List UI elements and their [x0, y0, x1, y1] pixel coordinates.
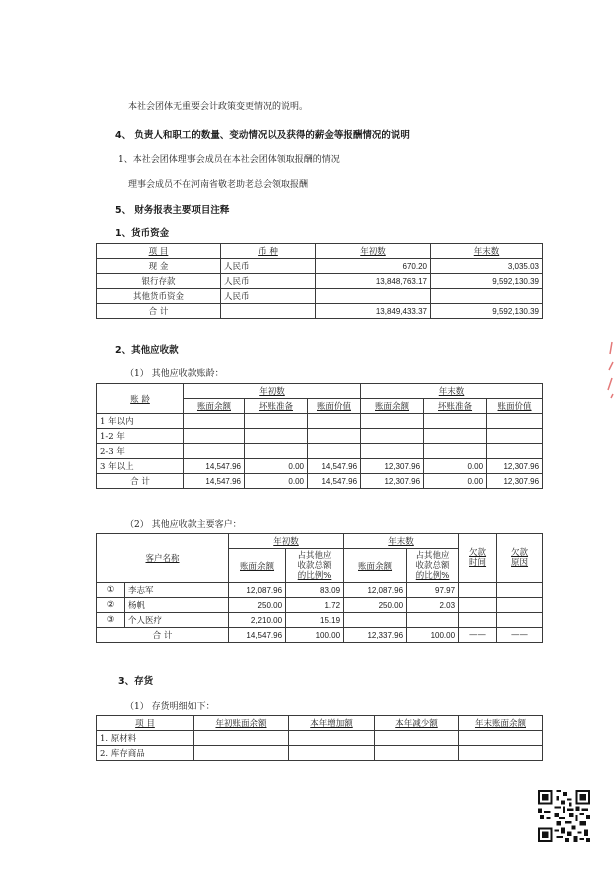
cash-row-item: 现 金	[97, 259, 221, 274]
client-end-ratio	[407, 613, 459, 628]
inventory-header-decrease: 本年减少额	[375, 716, 459, 731]
client-time	[459, 613, 497, 628]
clients-title: （2） 其他应收款主要客户：	[125, 520, 242, 530]
aging-sub-header: 账面余额	[184, 399, 245, 414]
aging-cell: 14,547.96	[184, 474, 245, 489]
aging-cell	[245, 414, 308, 429]
cash-row-begin: 13,848,763.17	[316, 274, 431, 289]
clients-header-end: 年末数	[344, 534, 459, 549]
cash-row-end	[431, 289, 543, 304]
cash-table	[96, 243, 543, 319]
client-name: 李志军	[125, 583, 229, 598]
clients-header-row1	[97, 534, 543, 549]
clients-total-time: ——	[459, 628, 497, 643]
aging-sub-header: 坏账准备	[245, 399, 308, 414]
table-row	[97, 613, 543, 628]
table-row	[97, 289, 543, 304]
client-time	[459, 583, 497, 598]
table-row	[97, 429, 543, 444]
client-end-balance	[344, 613, 407, 628]
inventory-cell	[194, 746, 289, 761]
aging-cell: 0.00	[245, 459, 308, 474]
cash-row-currency: 人民币	[221, 289, 316, 304]
aging-header-end: 年末数	[361, 384, 543, 399]
aging-cell: 14,547.96	[184, 459, 245, 474]
cash-row-end: 9,592,130.39	[431, 274, 543, 289]
client-begin-balance: 2,210.00	[229, 613, 286, 628]
table-row	[97, 746, 543, 761]
aging-header-row1	[97, 384, 543, 399]
aging-cell	[184, 444, 245, 459]
inventory-cell	[459, 746, 543, 761]
aging-cell	[184, 429, 245, 444]
client-end-ratio: 97.97	[407, 583, 459, 598]
inventory-cell	[375, 731, 459, 746]
cash-total-begin: 13,849,433.37	[316, 304, 431, 319]
inventory-cell	[375, 746, 459, 761]
cash-header-row	[97, 244, 543, 259]
aging-cell: 14,547.96	[308, 474, 361, 489]
aging-cell: 14,547.96	[308, 459, 361, 474]
aging-label: 2-3 年	[97, 444, 184, 459]
table-row	[97, 444, 543, 459]
qr-code-icon	[538, 790, 590, 842]
aging-cell	[424, 444, 487, 459]
inventory-table	[96, 715, 543, 761]
cash-row-begin	[316, 289, 431, 304]
aging-cell: 0.00	[245, 474, 308, 489]
client-begin-balance: 12,087.96	[229, 583, 286, 598]
clients-header-begin: 年初数	[229, 534, 344, 549]
aging-cell: 0.00	[424, 459, 487, 474]
client-time	[459, 598, 497, 613]
intro-note: 本社会团体无重要会计政策变更情况的说明。	[128, 102, 309, 112]
inventory-header-begin: 年初账面余额	[194, 716, 289, 731]
cash-header-begin: 年初数	[316, 244, 431, 259]
inventory-heading: 3、存货	[118, 676, 154, 687]
aging-sub-header: 账面价值	[487, 399, 543, 414]
cash-row-begin: 670.20	[316, 259, 431, 274]
aging-cell	[245, 429, 308, 444]
client-name: 杨帆	[125, 598, 229, 613]
client-reason	[497, 583, 543, 598]
cash-heading: 1、货币资金	[115, 228, 170, 239]
inventory-cell	[459, 731, 543, 746]
aging-cell	[361, 444, 424, 459]
clients-total-begin-ratio: 100.00	[286, 628, 344, 643]
clients-header-ratio: 占其他应 收款总额 的比例%	[407, 549, 459, 583]
section4-item1: 1、本社会团体理事会成员在本社会团体领取报酬的情况	[118, 155, 340, 165]
aging-table	[96, 383, 543, 489]
aging-cell	[361, 414, 424, 429]
table-row	[97, 259, 543, 274]
clients-total-begin-balance: 14,547.96	[229, 628, 286, 643]
cash-header-item: 项 目	[97, 244, 221, 259]
aging-header-begin: 年初数	[184, 384, 361, 399]
clients-header-balance: 账面余额	[229, 549, 286, 583]
table-row	[97, 731, 543, 746]
clients-total-label: 合 计	[97, 628, 229, 643]
aging-cell: 12,307.96	[361, 474, 424, 489]
clients-header-reason: 欠款 原因	[497, 534, 543, 583]
aging-cell	[184, 414, 245, 429]
inventory-row-item: 1. 原材料	[97, 731, 194, 746]
clients-header-name: 客户名称	[97, 534, 229, 583]
aging-header-aging: 账 龄	[97, 384, 184, 414]
client-no: ①	[97, 583, 125, 598]
section5-heading: 5、 财务报表主要项目注释	[115, 205, 230, 216]
clients-table	[96, 533, 543, 643]
cash-row-currency: 人民币	[221, 274, 316, 289]
cash-row-currency: 人民币	[221, 259, 316, 274]
client-end-ratio: 2.03	[407, 598, 459, 613]
client-reason	[497, 613, 543, 628]
table-row	[97, 459, 543, 474]
inventory-header-end: 年末账面余额	[459, 716, 543, 731]
aging-cell	[308, 444, 361, 459]
inventory-header-increase: 本年增加额	[289, 716, 375, 731]
client-no: ②	[97, 598, 125, 613]
table-row	[97, 583, 543, 598]
client-begin-ratio: 15.19	[286, 613, 344, 628]
cash-total-currency	[221, 304, 316, 319]
red-stamp-edge-icon	[604, 340, 614, 400]
aging-cell: 12,307.96	[487, 474, 543, 489]
aging-label: 1 年以内	[97, 414, 184, 429]
clients-total-end-ratio: 100.00	[407, 628, 459, 643]
client-end-balance: 250.00	[344, 598, 407, 613]
aging-cell	[308, 429, 361, 444]
inventory-header-item: 项 目	[97, 716, 194, 731]
clients-header-time: 欠款 时间	[459, 534, 497, 583]
aging-sub-header: 账面余额	[361, 399, 424, 414]
aging-label: 合 计	[97, 474, 184, 489]
cash-row-item: 其他货币资金	[97, 289, 221, 304]
cash-row-item: 银行存款	[97, 274, 221, 289]
aging-cell	[308, 414, 361, 429]
client-name: 个人医疗	[125, 613, 229, 628]
cash-total-label: 合 计	[97, 304, 221, 319]
aging-total-row	[97, 474, 543, 489]
client-begin-ratio: 1.72	[286, 598, 344, 613]
client-no: ③	[97, 613, 125, 628]
clients-header-ratio: 占其他应 收款总额 的比例%	[286, 549, 344, 583]
client-end-balance: 12,087.96	[344, 583, 407, 598]
aging-label: 3 年以上	[97, 459, 184, 474]
aging-cell	[487, 444, 543, 459]
client-reason	[497, 598, 543, 613]
cash-row-end: 3,035.03	[431, 259, 543, 274]
table-row	[97, 598, 543, 613]
aging-label: 1-2 年	[97, 429, 184, 444]
aging-sub-header: 账面价值	[308, 399, 361, 414]
clients-total-reason: ——	[497, 628, 543, 643]
clients-total-row	[97, 628, 543, 643]
section4-item1-text: 理事会成员不在河南省敬老助老总会领取报酬	[128, 180, 309, 190]
table-row	[97, 274, 543, 289]
receivables-heading: 2、其他应收款	[115, 345, 179, 356]
aging-cell	[487, 429, 543, 444]
client-begin-ratio: 83.09	[286, 583, 344, 598]
inventory-row-item: 2. 库存商品	[97, 746, 194, 761]
cash-header-currency: 币 种	[221, 244, 316, 259]
clients-header-balance: 账面余额	[344, 549, 407, 583]
cash-total-row	[97, 304, 543, 319]
aging-title: （1） 其他应收款账龄：	[125, 369, 224, 379]
aging-cell: 12,307.96	[361, 459, 424, 474]
section4-heading: 4、 负责人和职工的数量、变动情况以及获得的薪金等报酬情况的说明	[115, 130, 410, 141]
aging-sub-header: 坏账准备	[424, 399, 487, 414]
inventory-header-row	[97, 716, 543, 731]
clients-total-end-balance: 12,337.96	[344, 628, 407, 643]
cash-header-end: 年末数	[431, 244, 543, 259]
inventory-cell	[289, 746, 375, 761]
aging-cell	[424, 414, 487, 429]
aging-cell	[424, 429, 487, 444]
aging-cell: 12,307.96	[487, 459, 543, 474]
aging-cell	[487, 414, 543, 429]
cash-total-end: 9,592,130.39	[431, 304, 543, 319]
aging-cell	[245, 444, 308, 459]
aging-cell	[361, 429, 424, 444]
aging-cell: 0.00	[424, 474, 487, 489]
inventory-subtitle: （1） 存货明细如下：	[125, 702, 215, 712]
inventory-cell	[289, 731, 375, 746]
inventory-cell	[194, 731, 289, 746]
client-begin-balance: 250.00	[229, 598, 286, 613]
table-row	[97, 414, 543, 429]
